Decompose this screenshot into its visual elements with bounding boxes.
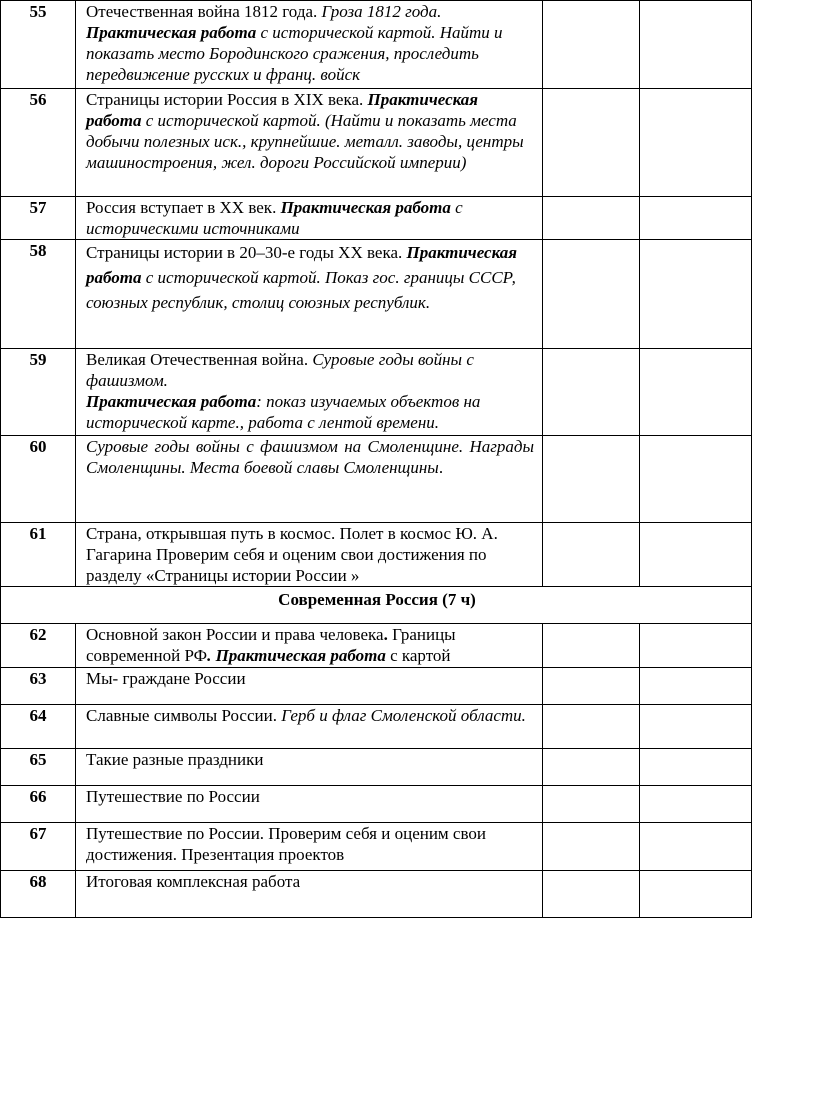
topic-text: Практическая работа [86,23,257,42]
lesson-topic [76,823,543,871]
table-row [1,436,752,523]
table-row [1,871,752,918]
table-row [1,705,752,749]
date-plan-cell [543,705,640,749]
lesson-topic [76,624,543,668]
topic-text: с картой [385,646,451,665]
topic-text: Славные символы России. [86,706,282,725]
topic-text: Герб и флаг Смоленской области. [281,706,526,725]
lesson-number: 63 [1,668,76,705]
lesson-topic [76,197,543,240]
topic-text: Мы- граждане России [86,669,246,688]
lesson-number: 58 [1,240,76,349]
topic-text: Гроза 1812 года. [321,2,442,21]
topic-text: . [438,458,444,477]
date-plan-cell [543,871,640,918]
table-row [1,749,752,786]
date-fact-cell [640,871,752,918]
topic-text: Страницы истории Россия в XIX века. [86,90,368,109]
lesson-number: 59 [1,349,76,436]
lesson-topic [76,349,543,436]
date-plan-cell [543,624,640,668]
section-title: Современная Россия (7 ч) [1,587,752,624]
topic-text: Практическая работа [86,392,257,411]
topic-text: . [383,625,388,644]
table-row [1,624,752,668]
lesson-number: 60 [1,436,76,523]
date-plan-cell [543,197,640,240]
date-plan-cell [543,89,640,197]
date-fact-cell [640,197,752,240]
date-fact-cell [640,523,752,587]
date-fact-cell [640,89,752,197]
topic-text: Практическая работа [86,243,518,287]
date-fact-cell [640,786,752,823]
date-fact-cell [640,668,752,705]
topic-text: Границы современной РФ [86,625,456,665]
date-fact-cell [640,823,752,871]
lesson-topic [76,668,543,705]
topic-text: Итоговая комплексная работа [86,872,301,891]
date-fact-cell [640,436,752,523]
table-row [1,823,752,871]
topic-text: Россия вступает в XX век. [86,198,281,217]
lesson-number: 62 [1,624,76,668]
topic-text: с исторической картой. Показ гос. границы СССР, союзных республик, столиц союзных республик. [86,268,516,312]
topic-text: Практическая работа [280,198,451,217]
topic-text: . Практическая работа [207,646,386,665]
lesson-topic [76,523,543,587]
topic-text: Великая Отечественная война. [86,350,313,369]
table-row [1,349,752,436]
date-plan-cell [543,349,640,436]
date-fact-cell [640,705,752,749]
lesson-number: 66 [1,786,76,823]
lesson-topic [76,749,543,786]
lesson-topic [76,786,543,823]
table-row [1,197,752,240]
table-row [1,523,752,587]
lesson-number: 57 [1,197,76,240]
date-plan-cell [543,523,640,587]
date-plan-cell [543,240,640,349]
topic-text: Путешествие по России [86,787,260,806]
topic-text: Суровые годы войны с фашизмом на Смоленщине. Награды Смоленщины. Места боевой славы Смоленщины [86,437,534,477]
topic-text: Основной закон России и права человека [86,625,384,644]
date-fact-cell [640,349,752,436]
lesson-topic [76,89,543,197]
topic-text: Страницы истории в 20–30-е годы XX века. [86,243,407,262]
lesson-topic [76,240,543,349]
table-row [1,89,752,197]
lesson-number: 65 [1,749,76,786]
date-plan-cell [543,1,640,89]
date-fact-cell [640,624,752,668]
table-row [1,1,752,89]
topic-text: Суровые годы войны с фашизмом. [86,350,474,390]
lesson-number: 64 [1,705,76,749]
topic-text: с исторической картой. Найти и показать место Бородинского сражения, проследить передвижение русских и франц. войск [86,23,503,84]
date-plan-cell [543,436,640,523]
lesson-topic [76,705,543,749]
date-plan-cell [543,749,640,786]
lesson-number: 55 [1,1,76,89]
date-fact-cell [640,240,752,349]
lesson-number: 56 [1,89,76,197]
lesson-topic [76,436,543,523]
topic-text: Отечественная война 1812 года. [86,2,322,21]
section-row [1,587,752,624]
lesson-topic [76,871,543,918]
date-fact-cell [640,749,752,786]
lesson-number: 67 [1,823,76,871]
lesson-number: 68 [1,871,76,918]
topic-text: с исторической картой. (Найти и показать места добычи полезных иск., крупнейшие. металл. заводы, центры машиностроения, жел. дороги Российской империи) [86,111,524,172]
date-fact-cell [640,1,752,89]
topic-text: Практическая работа [86,90,479,130]
table-row [1,786,752,823]
table-row [1,240,752,349]
table-row [1,668,752,705]
topic-text: с историческими источниками [86,198,463,238]
topic-text: : показ изучаемых объектов на исторической карте., работа с лентой времени. [86,392,481,432]
topic-text: Путешествие по России. Проверим себя и оценим свои достижения. Презентация проектов [86,824,486,864]
lesson-number: 61 [1,523,76,587]
lesson-topic [76,1,543,89]
date-plan-cell [543,823,640,871]
topic-text: Страна, открывшая путь в космос. Полет в космос Ю. А. Гагарина Проверим себя и оценим свои достижения по разделу «Страницы истории России » [86,524,498,585]
date-plan-cell [543,786,640,823]
topic-text: Такие разные праздники [86,750,264,769]
date-plan-cell [543,668,640,705]
